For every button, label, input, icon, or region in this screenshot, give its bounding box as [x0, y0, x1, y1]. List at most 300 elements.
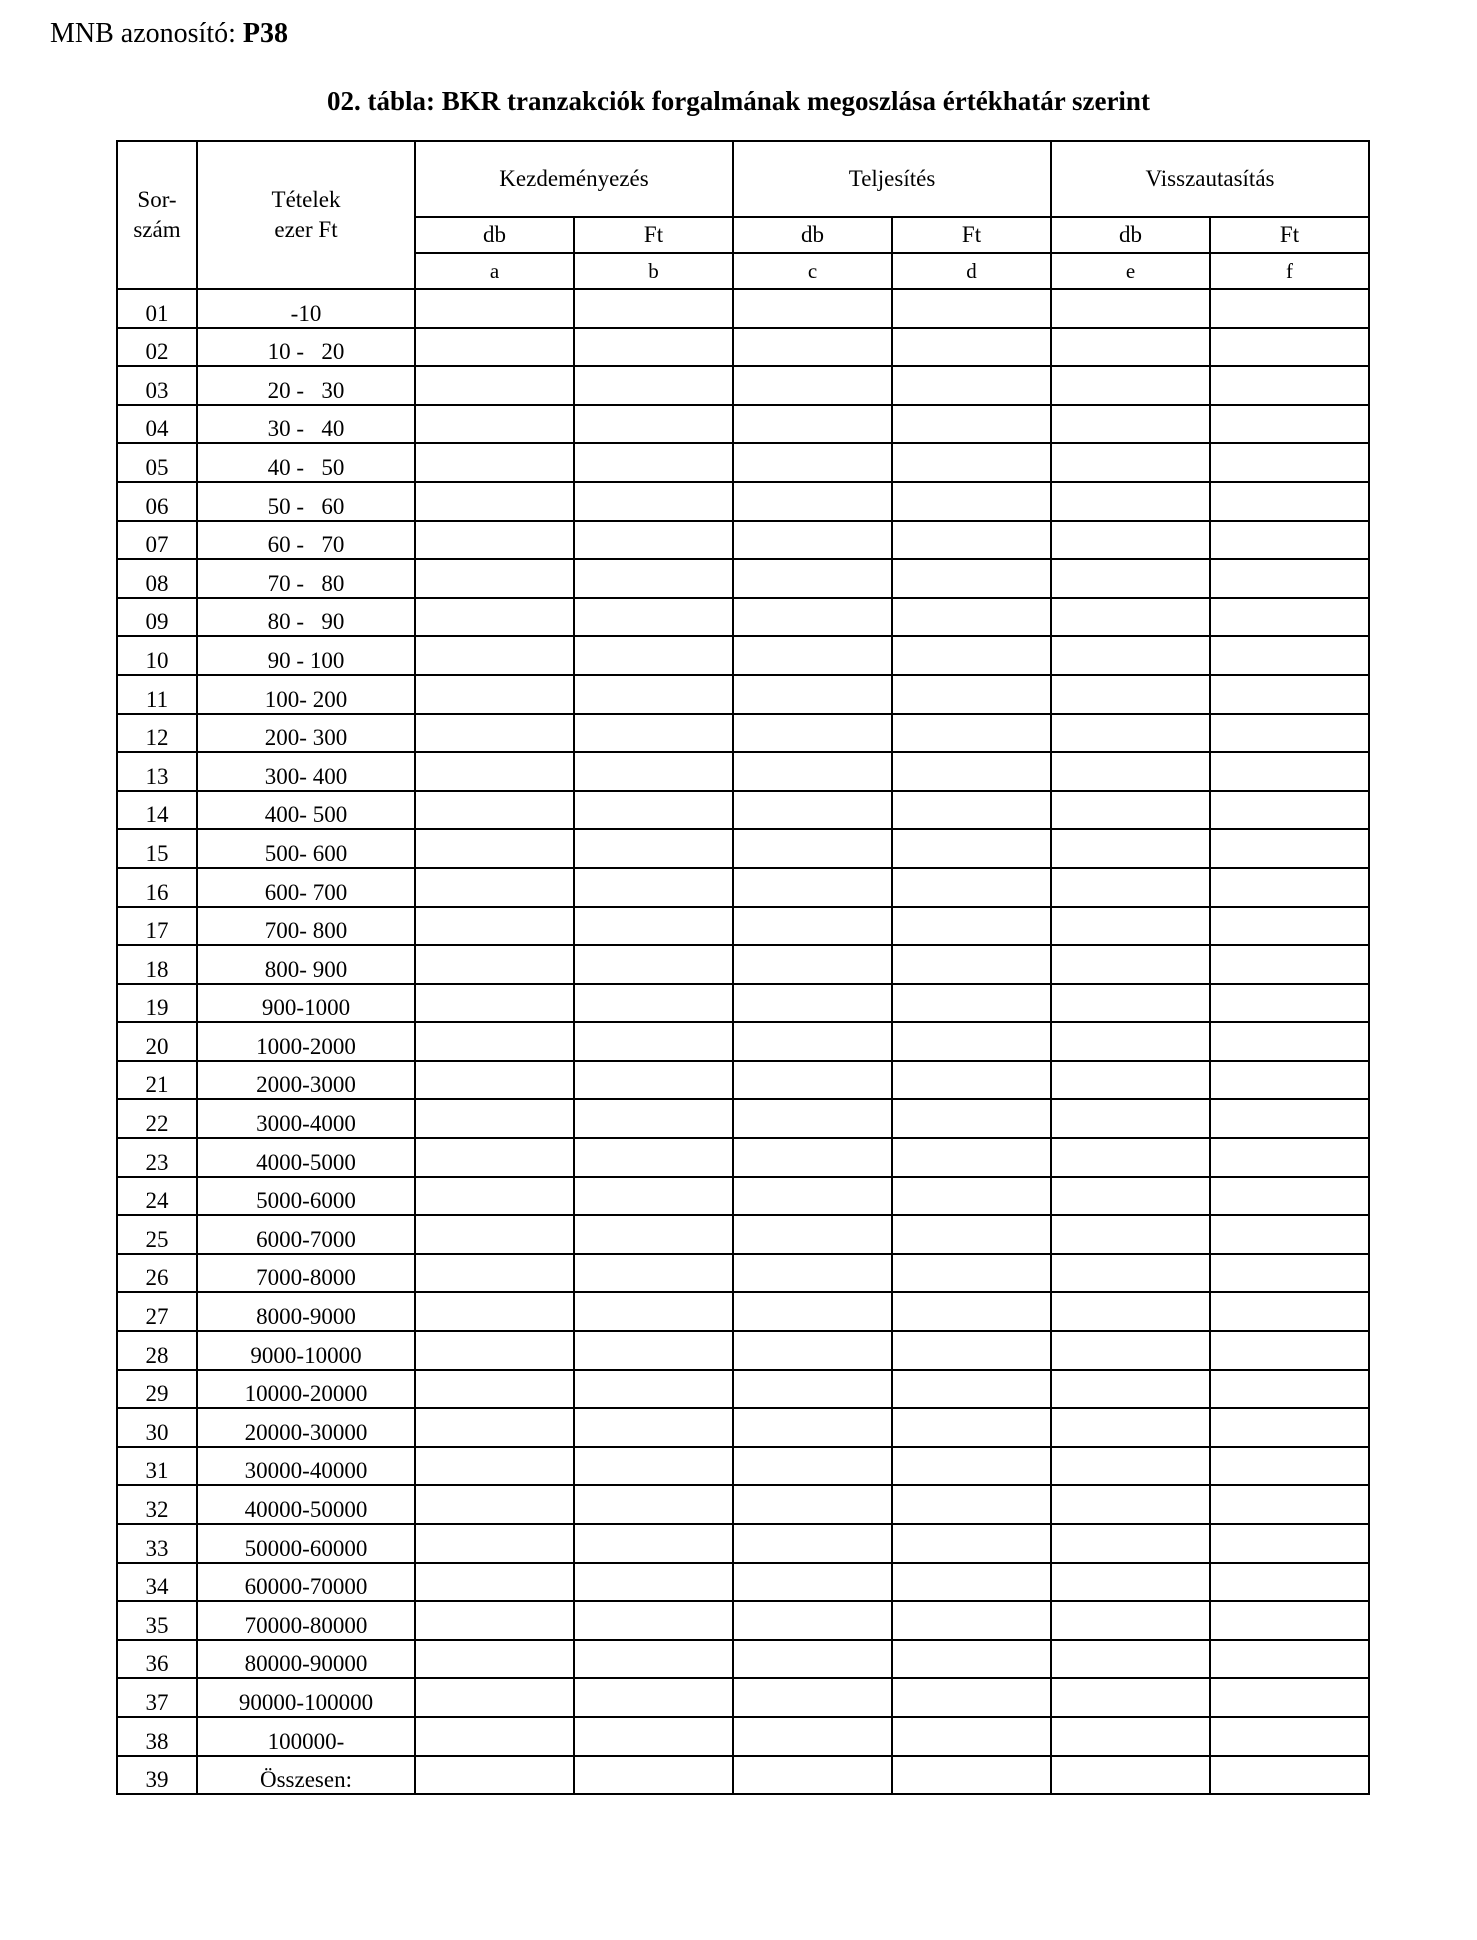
data-cell-e[interactable] — [1051, 521, 1210, 560]
data-cell-e[interactable] — [1051, 1138, 1210, 1177]
data-cell-d[interactable] — [892, 752, 1051, 791]
data-cell-f[interactable] — [1210, 1215, 1369, 1254]
data-cell-c[interactable] — [733, 1292, 892, 1331]
row-number: 25 — [117, 1215, 197, 1254]
data-cell-d[interactable] — [892, 1640, 1051, 1679]
value-range: 900-1000 — [197, 984, 415, 1023]
data-cell-d[interactable] — [892, 1756, 1051, 1795]
data-cell-c[interactable] — [733, 984, 892, 1023]
data-cell-d[interactable] — [892, 366, 1051, 405]
data-cell-d[interactable] — [892, 984, 1051, 1023]
data-cell-e[interactable] — [1051, 1678, 1210, 1717]
data-cell-e[interactable] — [1051, 443, 1210, 482]
data-cell-f[interactable] — [1210, 1563, 1369, 1602]
data-cell-f[interactable] — [1210, 366, 1369, 405]
value-range: 8000-9000 — [197, 1292, 415, 1331]
data-cell-f[interactable] — [1210, 907, 1369, 946]
data-cell-f[interactable] — [1210, 1756, 1369, 1795]
value-range: 70000-80000 — [197, 1601, 415, 1640]
data-cell-c[interactable] — [733, 675, 892, 714]
row-number: 20 — [117, 1022, 197, 1061]
data-cell-b[interactable] — [574, 1485, 733, 1524]
data-cell-b[interactable] — [574, 1254, 733, 1293]
data-cell-b[interactable] — [574, 443, 733, 482]
data-cell-a[interactable] — [415, 636, 574, 675]
data-cell-f[interactable] — [1210, 482, 1369, 521]
data-cell-e[interactable] — [1051, 289, 1210, 328]
data-cell-d[interactable] — [892, 636, 1051, 675]
data-cell-c[interactable] — [733, 1678, 892, 1717]
data-cell-f[interactable] — [1210, 1601, 1369, 1640]
data-cell-a[interactable] — [415, 1099, 574, 1138]
data-cell-b[interactable] — [574, 289, 733, 328]
data-cell-f[interactable] — [1210, 405, 1369, 444]
data-cell-f[interactable] — [1210, 1640, 1369, 1679]
data-cell-b[interactable] — [574, 907, 733, 946]
data-cell-f[interactable] — [1210, 1370, 1369, 1409]
data-cell-c[interactable] — [733, 907, 892, 946]
data-cell-c[interactable] — [733, 1601, 892, 1640]
row-number: 34 — [117, 1563, 197, 1602]
data-cell-d[interactable] — [892, 521, 1051, 560]
data-cell-d[interactable] — [892, 1331, 1051, 1370]
data-cell-c[interactable] — [733, 1640, 892, 1679]
data-cell-f[interactable] — [1210, 714, 1369, 753]
data-cell-d[interactable] — [892, 1022, 1051, 1061]
data-cell-d[interactable] — [892, 1177, 1051, 1216]
data-cell-e[interactable] — [1051, 907, 1210, 946]
data-cell-c[interactable] — [733, 598, 892, 637]
row-number: 05 — [117, 443, 197, 482]
data-cell-e[interactable] — [1051, 482, 1210, 521]
data-cell-b[interactable] — [574, 1601, 733, 1640]
data-cell-a[interactable] — [415, 443, 574, 482]
data-cell-c[interactable] — [733, 443, 892, 482]
data-cell-c[interactable] — [733, 521, 892, 560]
data-cell-d[interactable] — [892, 482, 1051, 521]
data-cell-c[interactable] — [733, 328, 892, 367]
data-cell-a[interactable] — [415, 945, 574, 984]
row-number: 08 — [117, 559, 197, 598]
value-range: 5000-6000 — [197, 1177, 415, 1216]
data-cell-e[interactable] — [1051, 1756, 1210, 1795]
data-cell-e[interactable] — [1051, 1524, 1210, 1563]
value-range: 2000-3000 — [197, 1061, 415, 1100]
header-group-kezdemenyezes: Kezdeményezés — [415, 141, 733, 217]
data-cell-b[interactable] — [574, 405, 733, 444]
data-cell-f[interactable] — [1210, 328, 1369, 367]
total-label: Összesen: — [197, 1756, 415, 1795]
data-cell-c[interactable] — [733, 1563, 892, 1602]
data-cell-e[interactable] — [1051, 984, 1210, 1023]
data-cell-f[interactable] — [1210, 791, 1369, 830]
row-number: 11 — [117, 675, 197, 714]
data-cell-d[interactable] — [892, 1524, 1051, 1563]
data-cell-c[interactable] — [733, 791, 892, 830]
row-number: 06 — [117, 482, 197, 521]
data-cell-e[interactable] — [1051, 1640, 1210, 1679]
table-row — [117, 1370, 1369, 1409]
data-cell-e[interactable] — [1051, 1370, 1210, 1409]
value-range: 1000-2000 — [197, 1022, 415, 1061]
data-cell-f[interactable] — [1210, 559, 1369, 598]
row-number: 13 — [117, 752, 197, 791]
data-cell-e[interactable] — [1051, 1292, 1210, 1331]
data-cell-b[interactable] — [574, 1292, 733, 1331]
row-number: 15 — [117, 829, 197, 868]
data-cell-b[interactable] — [574, 1061, 733, 1100]
data-cell-c[interactable] — [733, 1485, 892, 1524]
data-cell-f[interactable] — [1210, 829, 1369, 868]
value-range: 70 - 80 — [197, 559, 415, 598]
data-cell-b[interactable] — [574, 1756, 733, 1795]
data-cell-b[interactable] — [574, 1370, 733, 1409]
data-cell-e[interactable] — [1051, 829, 1210, 868]
data-cell-a[interactable] — [415, 829, 574, 868]
data-cell-a[interactable] — [415, 1331, 574, 1370]
value-range: 10 - 20 — [197, 328, 415, 367]
table-row — [117, 289, 1369, 328]
data-cell-c[interactable] — [733, 559, 892, 598]
data-cell-b[interactable] — [574, 559, 733, 598]
data-cell-d[interactable] — [892, 791, 1051, 830]
data-cell-c[interactable] — [733, 1138, 892, 1177]
value-range: 100- 200 — [197, 675, 415, 714]
data-cell-f[interactable] — [1210, 1524, 1369, 1563]
data-cell-c[interactable] — [733, 1254, 892, 1293]
data-cell-a[interactable] — [415, 1640, 574, 1679]
data-cell-c[interactable] — [733, 1756, 892, 1795]
value-range: 700- 800 — [197, 907, 415, 946]
data-cell-f[interactable] — [1210, 1292, 1369, 1331]
data-cell-a[interactable] — [415, 521, 574, 560]
data-cell-f[interactable] — [1210, 521, 1369, 560]
data-cell-f[interactable] — [1210, 598, 1369, 637]
data-cell-a[interactable] — [415, 1254, 574, 1293]
data-cell-b[interactable] — [574, 868, 733, 907]
data-cell-e[interactable] — [1051, 328, 1210, 367]
data-cell-e[interactable] — [1051, 598, 1210, 637]
data-cell-e[interactable] — [1051, 1022, 1210, 1061]
table-row — [117, 1292, 1369, 1331]
data-cell-a[interactable] — [415, 1485, 574, 1524]
data-cell-a[interactable] — [415, 1563, 574, 1602]
header-group-teljesites: Teljesítés — [733, 141, 1051, 217]
table-row — [117, 791, 1369, 830]
data-cell-c[interactable] — [733, 1524, 892, 1563]
data-cell-b[interactable] — [574, 829, 733, 868]
data-cell-a[interactable] — [415, 907, 574, 946]
data-cell-a[interactable] — [415, 289, 574, 328]
data-cell-d[interactable] — [892, 1563, 1051, 1602]
data-cell-b[interactable] — [574, 1678, 733, 1717]
value-range: 4000-5000 — [197, 1138, 415, 1177]
data-cell-e[interactable] — [1051, 1408, 1210, 1447]
data-cell-f[interactable] — [1210, 636, 1369, 675]
data-cell-e[interactable] — [1051, 714, 1210, 753]
data-cell-a[interactable] — [415, 1524, 574, 1563]
data-cell-e[interactable] — [1051, 405, 1210, 444]
data-cell-b[interactable] — [574, 1717, 733, 1756]
header-sorszam-line1: Sor- — [137, 187, 177, 212]
data-cell-c[interactable] — [733, 868, 892, 907]
data-cell-a[interactable] — [415, 1370, 574, 1409]
data-cell-e[interactable] — [1051, 366, 1210, 405]
data-cell-f[interactable] — [1210, 1678, 1369, 1717]
table-row — [117, 443, 1369, 482]
data-cell-b[interactable] — [574, 1640, 733, 1679]
data-cell-c[interactable] — [733, 829, 892, 868]
data-cell-c[interactable] — [733, 366, 892, 405]
table-row — [117, 714, 1369, 753]
data-cell-e[interactable] — [1051, 1563, 1210, 1602]
data-cell-b[interactable] — [574, 366, 733, 405]
data-cell-d[interactable] — [892, 1099, 1051, 1138]
data-cell-c[interactable] — [733, 1099, 892, 1138]
data-cell-a[interactable] — [415, 752, 574, 791]
data-cell-c[interactable] — [733, 1717, 892, 1756]
value-range: 600- 700 — [197, 868, 415, 907]
header-unit-b: Ft — [574, 217, 733, 253]
data-cell-a[interactable] — [415, 1138, 574, 1177]
data-cell-d[interactable] — [892, 443, 1051, 482]
table-row — [117, 1254, 1369, 1293]
data-cell-f[interactable] — [1210, 945, 1369, 984]
data-cell-e[interactable] — [1051, 1601, 1210, 1640]
data-cell-f[interactable] — [1210, 1447, 1369, 1486]
data-cell-a[interactable] — [415, 868, 574, 907]
data-cell-a[interactable] — [415, 1022, 574, 1061]
data-cell-c[interactable] — [733, 752, 892, 791]
data-cell-b[interactable] — [574, 521, 733, 560]
data-cell-a[interactable] — [415, 791, 574, 830]
data-cell-b[interactable] — [574, 328, 733, 367]
data-cell-d[interactable] — [892, 328, 1051, 367]
data-cell-f[interactable] — [1210, 289, 1369, 328]
data-cell-f[interactable] — [1210, 1331, 1369, 1370]
data-cell-a[interactable] — [415, 482, 574, 521]
data-cell-a[interactable] — [415, 675, 574, 714]
data-cell-d[interactable] — [892, 1485, 1051, 1524]
data-cell-c[interactable] — [733, 1022, 892, 1061]
data-cell-c[interactable] — [733, 636, 892, 675]
data-cell-a[interactable] — [415, 328, 574, 367]
data-cell-d[interactable] — [892, 1408, 1051, 1447]
data-cell-e[interactable] — [1051, 1099, 1210, 1138]
header-unit-f: Ft — [1210, 217, 1369, 253]
data-cell-d[interactable] — [892, 1717, 1051, 1756]
data-cell-d[interactable] — [892, 907, 1051, 946]
row-number: 21 — [117, 1061, 197, 1100]
data-cell-d[interactable] — [892, 1601, 1051, 1640]
data-cell-b[interactable] — [574, 598, 733, 637]
data-cell-c[interactable] — [733, 1447, 892, 1486]
data-cell-d[interactable] — [892, 1138, 1051, 1177]
table-row — [117, 1678, 1369, 1717]
data-cell-f[interactable] — [1210, 443, 1369, 482]
data-cell-d[interactable] — [892, 1061, 1051, 1100]
data-cell-d[interactable] — [892, 829, 1051, 868]
table-row — [117, 1138, 1369, 1177]
data-cell-e[interactable] — [1051, 1177, 1210, 1216]
mnb-id-label: MNB azonosító: — [50, 18, 236, 49]
data-cell-b[interactable] — [574, 1177, 733, 1216]
data-cell-b[interactable] — [574, 636, 733, 675]
data-cell-f[interactable] — [1210, 752, 1369, 791]
data-cell-a[interactable] — [415, 1177, 574, 1216]
data-cell-a[interactable] — [415, 1292, 574, 1331]
data-cell-d[interactable] — [892, 1370, 1051, 1409]
data-cell-b[interactable] — [574, 675, 733, 714]
data-cell-c[interactable] — [733, 482, 892, 521]
header-tetelek-line2: ezer Ft — [274, 217, 338, 242]
data-cell-c[interactable] — [733, 1370, 892, 1409]
data-cell-b[interactable] — [574, 482, 733, 521]
data-cell-d[interactable] — [892, 714, 1051, 753]
data-cell-f[interactable] — [1210, 1408, 1369, 1447]
row-number: 32 — [117, 1485, 197, 1524]
table-row — [117, 1640, 1369, 1679]
table-title: 02. tábla: BKR tranzakciók forgalmának megoszlása értékhatár szerint — [327, 86, 1150, 116]
data-cell-c[interactable] — [733, 405, 892, 444]
data-cell-b[interactable] — [574, 1138, 733, 1177]
data-cell-c[interactable] — [733, 1177, 892, 1216]
data-cell-e[interactable] — [1051, 1485, 1210, 1524]
data-cell-c[interactable] — [733, 1408, 892, 1447]
row-number: 22 — [117, 1099, 197, 1138]
data-cell-c[interactable] — [733, 945, 892, 984]
data-cell-e[interactable] — [1051, 945, 1210, 984]
data-cell-d[interactable] — [892, 945, 1051, 984]
data-cell-a[interactable] — [415, 714, 574, 753]
data-cell-d[interactable] — [892, 405, 1051, 444]
data-cell-e[interactable] — [1051, 868, 1210, 907]
data-cell-e[interactable] — [1051, 1061, 1210, 1100]
data-cell-e[interactable] — [1051, 1447, 1210, 1486]
data-cell-e[interactable] — [1051, 1331, 1210, 1370]
table-row — [117, 482, 1369, 521]
table-row — [117, 984, 1369, 1023]
data-cell-f[interactable] — [1210, 675, 1369, 714]
row-number: 07 — [117, 521, 197, 560]
data-cell-a[interactable] — [415, 1601, 574, 1640]
data-cell-c[interactable] — [733, 1061, 892, 1100]
value-range: 7000-8000 — [197, 1254, 415, 1293]
data-cell-a[interactable] — [415, 1756, 574, 1795]
data-cell-c[interactable] — [733, 714, 892, 753]
data-cell-b[interactable] — [574, 1099, 733, 1138]
data-cell-f[interactable] — [1210, 1717, 1369, 1756]
data-cell-b[interactable] — [574, 1022, 733, 1061]
data-cell-c[interactable] — [733, 1331, 892, 1370]
data-cell-d[interactable] — [892, 675, 1051, 714]
header-code-a: a — [415, 253, 574, 289]
data-cell-c[interactable] — [733, 1215, 892, 1254]
data-cell-f[interactable] — [1210, 1177, 1369, 1216]
data-cell-b[interactable] — [574, 984, 733, 1023]
data-cell-f[interactable] — [1210, 1254, 1369, 1293]
data-cell-d[interactable] — [892, 1292, 1051, 1331]
data-cell-f[interactable] — [1210, 1099, 1369, 1138]
value-range: 80 - 90 — [197, 598, 415, 637]
data-cell-a[interactable] — [415, 559, 574, 598]
data-cell-d[interactable] — [892, 1678, 1051, 1717]
value-range: 60000-70000 — [197, 1563, 415, 1602]
data-cell-e[interactable] — [1051, 1215, 1210, 1254]
data-cell-b[interactable] — [574, 791, 733, 830]
data-cell-b[interactable] — [574, 714, 733, 753]
data-cell-b[interactable] — [574, 1563, 733, 1602]
data-cell-d[interactable] — [892, 598, 1051, 637]
data-cell-a[interactable] — [415, 1447, 574, 1486]
table-row — [117, 636, 1369, 675]
header-unit-e: db — [1051, 217, 1210, 253]
data-cell-a[interactable] — [415, 1678, 574, 1717]
data-cell-d[interactable] — [892, 1447, 1051, 1486]
data-cell-b[interactable] — [574, 1408, 733, 1447]
data-cell-d[interactable] — [892, 868, 1051, 907]
data-cell-f[interactable] — [1210, 1022, 1369, 1061]
data-cell-d[interactable] — [892, 289, 1051, 328]
data-cell-f[interactable] — [1210, 984, 1369, 1023]
data-cell-b[interactable] — [574, 1447, 733, 1486]
data-cell-e[interactable] — [1051, 791, 1210, 830]
data-cell-c[interactable] — [733, 289, 892, 328]
data-cell-a[interactable] — [415, 1717, 574, 1756]
value-range: 50 - 60 — [197, 482, 415, 521]
data-cell-a[interactable] — [415, 598, 574, 637]
data-cell-b[interactable] — [574, 1331, 733, 1370]
table-row — [117, 1099, 1369, 1138]
data-cell-b[interactable] — [574, 945, 733, 984]
data-cell-d[interactable] — [892, 1254, 1051, 1293]
data-cell-f[interactable] — [1210, 1061, 1369, 1100]
data-cell-e[interactable] — [1051, 559, 1210, 598]
row-number: 01 — [117, 289, 197, 328]
row-number: 09 — [117, 598, 197, 637]
data-cell-a[interactable] — [415, 366, 574, 405]
data-cell-f[interactable] — [1210, 1485, 1369, 1524]
data-cell-b[interactable] — [574, 1524, 733, 1563]
data-cell-f[interactable] — [1210, 1138, 1369, 1177]
data-cell-d[interactable] — [892, 1215, 1051, 1254]
data-cell-e[interactable] — [1051, 752, 1210, 791]
value-range: -10 — [197, 289, 415, 328]
data-cell-e[interactable] — [1051, 1254, 1210, 1293]
data-cell-d[interactable] — [892, 559, 1051, 598]
data-cell-e[interactable] — [1051, 636, 1210, 675]
row-number: 30 — [117, 1408, 197, 1447]
data-cell-a[interactable] — [415, 1215, 574, 1254]
mnb-id-value: P38 — [242, 18, 288, 49]
data-cell-e[interactable] — [1051, 1717, 1210, 1756]
data-cell-a[interactable] — [415, 984, 574, 1023]
data-cell-a[interactable] — [415, 405, 574, 444]
data-cell-b[interactable] — [574, 1215, 733, 1254]
header-code-d: d — [892, 253, 1051, 289]
table-row — [117, 598, 1369, 637]
data-cell-e[interactable] — [1051, 675, 1210, 714]
row-number: 39 — [117, 1756, 197, 1795]
data-cell-f[interactable] — [1210, 868, 1369, 907]
table-row — [117, 1447, 1369, 1486]
value-range: 400- 500 — [197, 791, 415, 830]
data-cell-a[interactable] — [415, 1408, 574, 1447]
table-row — [117, 559, 1369, 598]
table-row — [117, 328, 1369, 367]
data-cell-a[interactable] — [415, 1061, 574, 1100]
data-cell-b[interactable] — [574, 752, 733, 791]
